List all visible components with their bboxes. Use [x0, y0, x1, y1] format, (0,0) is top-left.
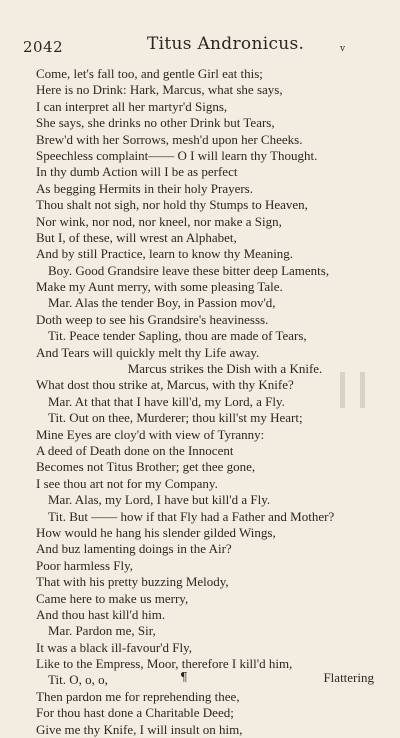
- text-line: Marcus strikes the Dish with a Knife.: [127, 361, 323, 377]
- text-line: Nor wink, nor nod, nor kneel, nor make a Sign,: [36, 213, 282, 229]
- text-line: In thy dumb Action will I be as perfect: [36, 164, 238, 180]
- text-line: Boy. Good Grandsire leave these bitter deep Laments,: [48, 262, 330, 278]
- text-line: Speechless complaint—— O I will learn thy Thought.: [36, 147, 318, 163]
- text-line: Come, let's fall too, and gentle Girl eat this;: [36, 66, 263, 81]
- text-line: I see thou art not for my Company.: [36, 475, 218, 491]
- text-line: Tit. But —— how if that Fly had a Father and Mother?: [48, 508, 335, 524]
- text-line: That with his pretty buzzing Melody,: [36, 574, 229, 590]
- text-line: Brew'd with her Sorrows, mesh'd upon her Cheeks.: [36, 131, 303, 147]
- text-line: Came here to make us merry,: [36, 590, 189, 606]
- header-mark: v: [340, 44, 346, 54]
- text-line: Make my Aunt merry, with some pleasing Tale.: [36, 279, 283, 295]
- text-line: I can interpret all her martyr'd Signs,: [36, 98, 228, 114]
- text-line: Then pardon me for reprehending thee,: [36, 688, 240, 704]
- text-line: Here is no Drink: Hark, Marcus, what she says,: [36, 82, 283, 98]
- running-title: Titus Andronicus.: [147, 34, 305, 54]
- text-line: Give me thy Knife, I will insult on him,: [36, 721, 243, 737]
- text-line: Mar. Alas, my Lord, I have but kill'd a Fly.: [48, 492, 271, 508]
- text-line: A deed of Death done on the Innocent: [36, 442, 234, 458]
- text-line: What dost thou strike at, Marcus, with thy Knife?: [36, 377, 294, 393]
- text-line: But I, of these, will wrest an Alphabet,: [36, 229, 237, 245]
- footer-ornament-icon: ¶: [180, 670, 188, 684]
- text-line: Mar. At that that I have kill'd, my Lord, a Fly.: [48, 393, 285, 409]
- text-line: And Tears will quickly melt thy Life away.: [36, 344, 260, 360]
- page-footer: [0, 670, 400, 690]
- page-header: [0, 24, 400, 54]
- text-line: Becomes not Titus Brother; get thee gone,: [36, 459, 256, 475]
- page-number: 2042: [23, 38, 64, 56]
- text-line: For thou hast done a Charitable Deed;: [36, 705, 234, 721]
- text-line: How would he hang his slender gilded Wings,: [36, 524, 276, 540]
- text-line: And thou hast kill'd him.: [36, 606, 166, 622]
- text-line: Tit. Peace tender Sapling, thou are made of Tears,: [48, 328, 307, 344]
- text-line: Thou shalt not sigh, nor hold thy Stumps to Heaven,: [36, 197, 308, 213]
- catchword: Flattering: [323, 670, 374, 685]
- text-line: And by still Practice, learn to know thy Meaning.: [36, 246, 294, 262]
- text-line: She says, she drinks no other Drink but Tears,: [36, 115, 275, 131]
- text-line: Like to the Empress, Moor, therefore I kill'd him,: [36, 656, 293, 672]
- text-line: Doth weep to see his Grandsire's heavinesss.: [36, 311, 269, 327]
- text-line: Mar. Pardon me, Sir,: [48, 623, 156, 639]
- show-through-bleed: [338, 372, 368, 408]
- play-text: [36, 66, 386, 738]
- text-line: Tit. Out on thee, Murderer; thou kill'st my Heart;: [48, 410, 303, 426]
- text-line: It was a black ill-favour'd Fly,: [36, 639, 193, 655]
- text-line: As begging Hermits in their holy Prayers.: [36, 180, 253, 196]
- text-line: And buz lamenting doings in the Air?: [36, 541, 232, 557]
- text-line: Tit. O, o, o,: [48, 672, 108, 688]
- text-line: Mine Eyes are cloy'd with view of Tyranny:: [36, 426, 265, 442]
- text-line: Mar. Alas the tender Boy, in Passion mov'd,: [48, 295, 276, 311]
- text-line: Poor harmless Fly,: [36, 557, 134, 573]
